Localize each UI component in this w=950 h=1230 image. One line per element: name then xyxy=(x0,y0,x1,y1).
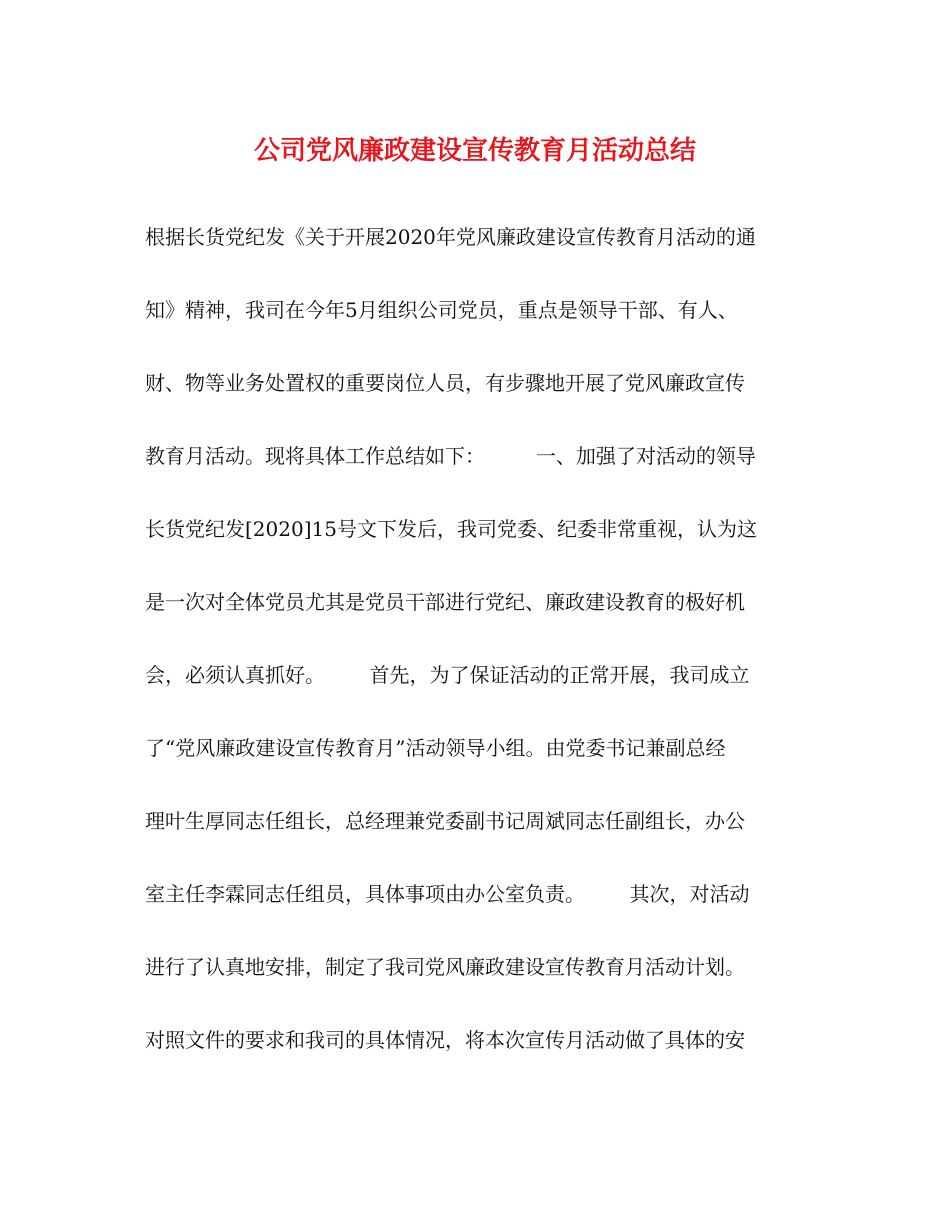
body-line-12: 对照文件的要求和我司的具体情况，将本次宣传月活动做了具体的安 xyxy=(145,1028,745,1052)
body-line-2: 知》精神，我司在今年5月组织公司党员，重点是领导干部、有人、 xyxy=(145,298,738,322)
document-body xyxy=(145,219,815,1095)
body-line-9: 理叶生厚同志任组长，总经理兼党委副书记周斌同志任副组长，办公 xyxy=(145,809,745,833)
body-line-10: 室主任李霖同志任组员，具体事项由办公室负责。 其次，对活动 xyxy=(145,882,750,906)
document-title: 公司党风廉政建设宣传教育月活动总结 xyxy=(253,136,696,166)
body-line-6: 是一次对全体党员尤其是党员干部进行党纪、廉政建设教育的极好机 xyxy=(145,590,745,614)
body-line-7: 会，必须认真抓好。 首先，为了保证活动的正常开展，我司成立 xyxy=(145,663,750,687)
body-line-8: 了“党风廉政建设宣传教育月”活动领导小组。由党委书记兼副总经 xyxy=(145,736,726,760)
body-line-1: 根据长货党纪发《关于开展2020年党风廉政建设宣传教育月活动的通 xyxy=(145,225,756,249)
body-line-11: 进行了认真地安排，制定了我司党风廉政建设宣传教育月活动计划。 xyxy=(145,955,745,979)
body-line-4: 教育月活动。现将具体工作总结如下： 一、加强了对活动的领导 xyxy=(145,444,756,468)
body-line-5: 长货党纪发[2020]15号文下发后，我司党委、纪委非常重视，认为这 xyxy=(145,517,757,541)
body-line-3: 财、物等业务处置权的重要岗位人员，有步骤地开展了党风廉政宣传 xyxy=(145,371,745,395)
